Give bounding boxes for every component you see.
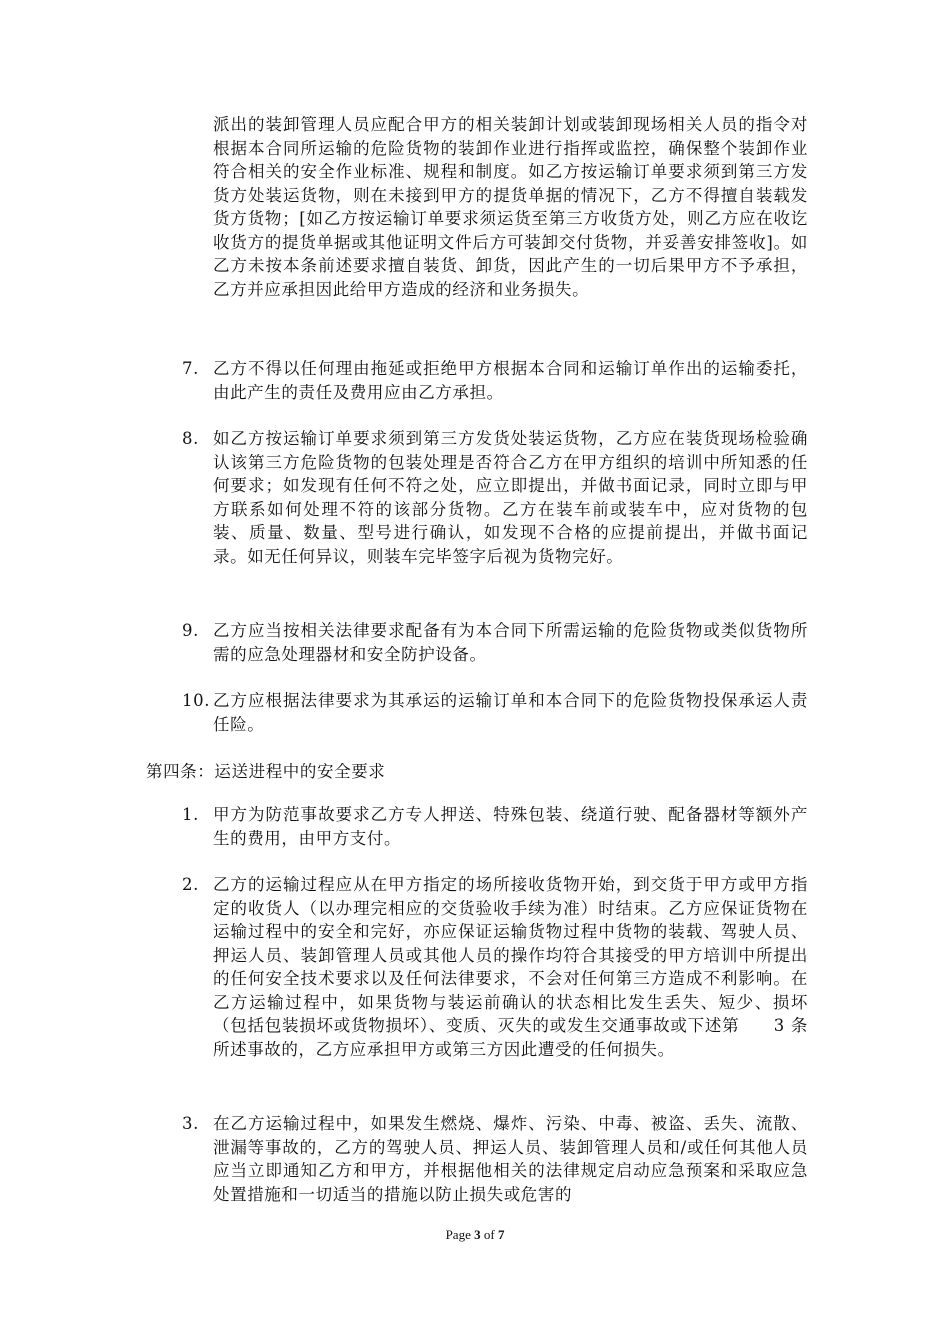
list-item xyxy=(182,689,808,736)
of-word: of xyxy=(483,1227,495,1242)
list-item-number: 10. xyxy=(182,691,211,710)
page-word: Page xyxy=(445,1227,471,1242)
list-item xyxy=(182,357,808,404)
list-item-number: 2. xyxy=(182,875,199,894)
continuation-paragraph: 派出的装卸管理人员应配合甲方的相关装卸计划或装卸现场相关人员的指令对根据本合同所运输的危险货物的装卸作业进行指挥或监控，确保整个装卸作业符合相关的安全作业标准、规程和制度。如乙方按运输订单要求须到第三方发货方处装运货物，则在未接到甲方的提货单据的情况下，乙方不得擅自装载发货方货物；[如乙方按运输订单要求须运货至第三方收货方处，则乙方应在收讫收货方的提货单据或其他证明文件后方可装卸交付货物，并妥善安排签收]。如乙方未按本条前述要求擅自装货、卸货，因此产生的一切后果甲方不予承担，乙方并应承担因此给甲方造成的经济和业务损失。 xyxy=(213,115,808,299)
list-item-text: 甲方为防范事故要求乙方专人押送、特殊包装、绕道行驶、配备器材等额外产生的费用，由甲方支付。 xyxy=(213,805,808,848)
list-item-text: 乙方不得以任何理由拖延或拒绝甲方根据本合同和运输订单作出的运输委托，由此产生的责任及费用应由乙方承担。 xyxy=(213,359,808,402)
list-item-number: 9. xyxy=(182,621,199,640)
list-item-number: 1. xyxy=(182,805,199,824)
list-item-text: 乙方应根据法律要求为其承运的运输订单和本合同下的危险货物投保承运人责任险。 xyxy=(213,691,808,734)
list-item xyxy=(182,803,808,850)
list-item-number: 3. xyxy=(182,1114,199,1133)
list-item xyxy=(182,873,808,1061)
list-item-number: 7. xyxy=(182,359,199,378)
list-item-number: 8. xyxy=(182,429,199,448)
list-item xyxy=(182,1112,808,1206)
page-footer xyxy=(0,1227,950,1243)
page-number: 3 xyxy=(474,1227,481,1242)
list-item xyxy=(182,427,808,568)
list-item-text: 在乙方运输过程中，如果发生燃烧、爆炸、污染、中毒、被盗、丢失、流散、泄漏等事故的，乙方的驾驶人员、押运人员、装卸管理人员和/或任何其他人员应当立即通知乙方和甲方，并根据他相关的法律规定启动应急预案和采取应急处置措施和一切适当的措施以防止损失或危害的 xyxy=(213,1114,808,1204)
list-item-text: 如乙方按运输订单要求须到第三方发货处装运货物，乙方应在装货现场检验确认该第三方危险货物的包装处理是否符合乙方在甲方组织的培训中所知悉的任何要求；如发现有任何不符之处，应立即提出，并做书面记录，同时立即与甲方联系如何处理不符的该部分货物。乙方在装车前或装车中，应对货物的包装、质量、数量、型号进行确认，如发现不合格的应提前提出，并做书面记录。如无任何异议，则装车完毕签字后视为货物完好。 xyxy=(213,429,808,566)
section-heading: 第四条：运送进程中的安全要求 xyxy=(146,762,386,781)
list-item-text: 乙方的运输过程应从在甲方指定的场所接收货物开始，到交货于甲方或甲方指定的收货人（以办理完相应的交货验收手续为准）时结束。乙方应保证货物在运输过程中的安全和完好，亦应保证运输货物过程中货物的装载、驾驶人员、押运人员、装卸管理人员或其他人员的操作均符合其接受的甲方培训中所提出的任何安全技术要求以及任何法律要求，不会对任何第三方造成不利影响。在乙方运输过程中，如果货物与装运前确认的状态相比发生丢失、短少、损坏（包括包装损坏或货物损坏）、变质、灭失的或发生交通事故或下述第 3 条所述事故的，乙方应承担甲方或第三方因此遭受的任何损失。 xyxy=(213,875,808,1059)
list-item-text: 乙方应当按相关法律要求配备有为本合同下所需运输的危险货物或类似货物所需的应急处理器材和安全防护设备。 xyxy=(213,621,808,664)
total-pages: 7 xyxy=(497,1227,505,1242)
list-item xyxy=(182,619,808,666)
